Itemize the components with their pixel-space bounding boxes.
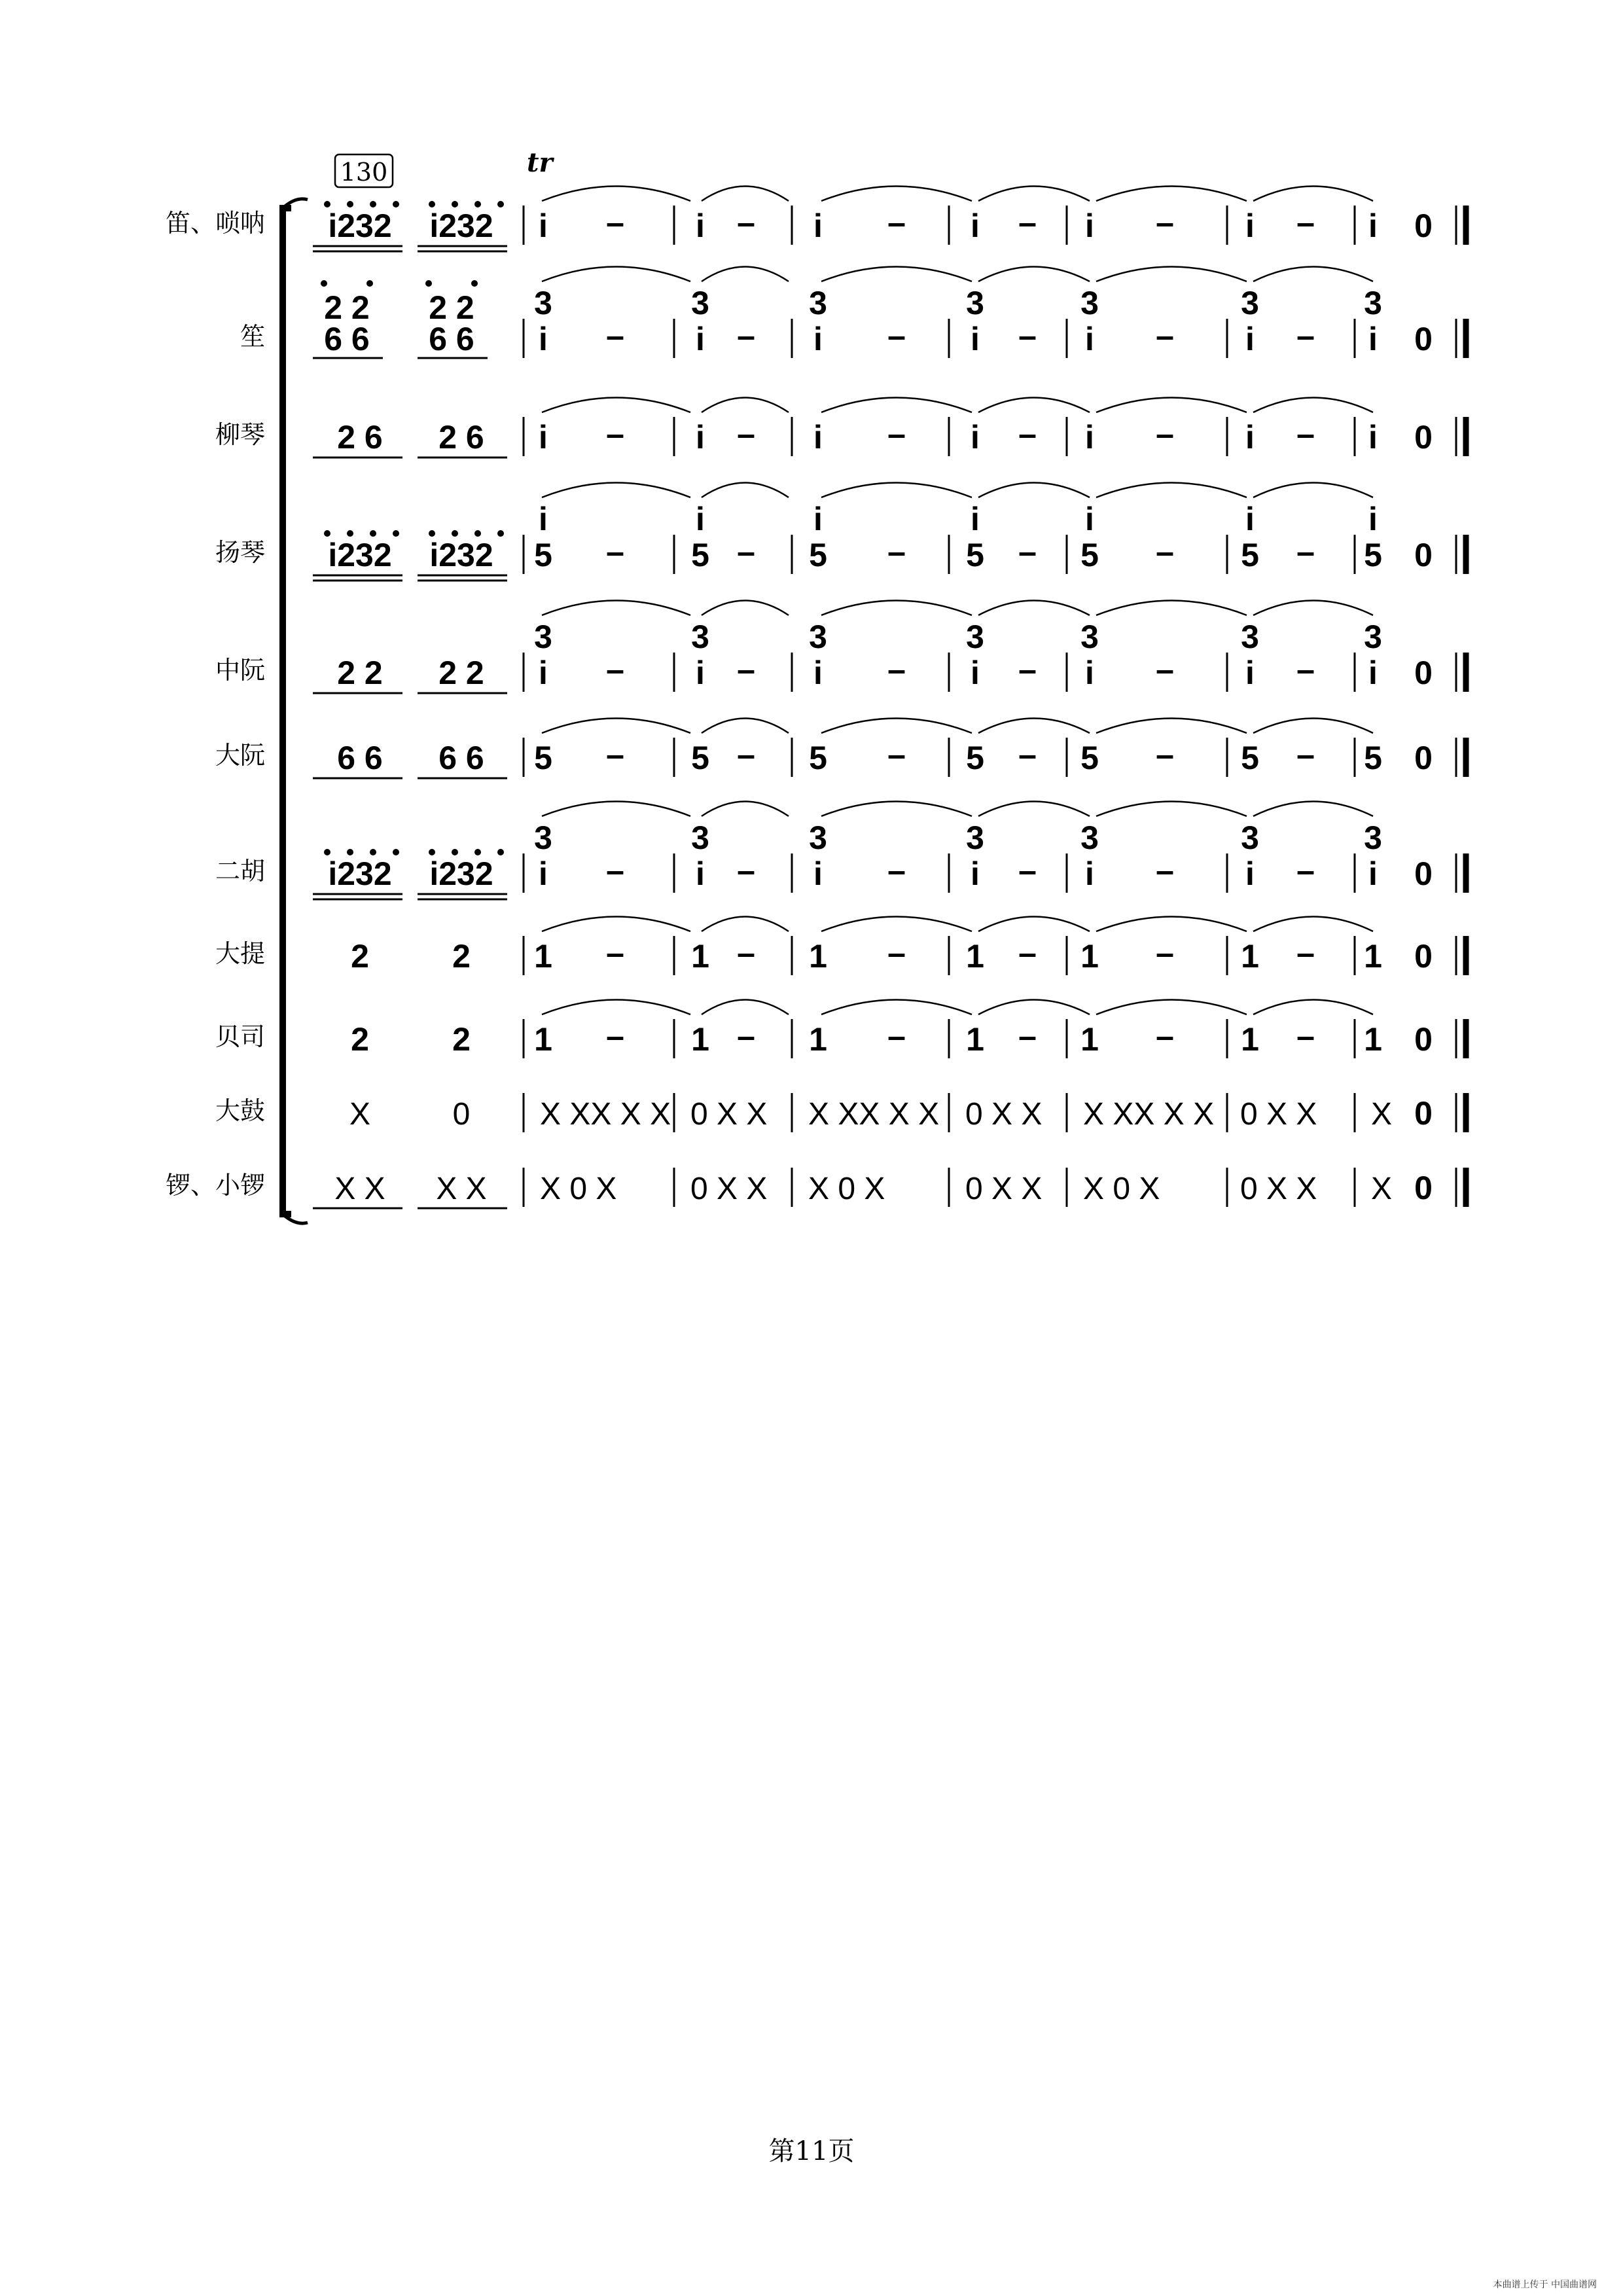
held-note: i bbox=[539, 419, 548, 456]
octave-dot bbox=[429, 201, 435, 207]
held-note: 1 bbox=[534, 1021, 552, 1058]
extension-dash: – bbox=[1156, 317, 1174, 354]
held-note-upper: 3 bbox=[1080, 619, 1099, 655]
held-note: 1 bbox=[534, 938, 552, 975]
slur bbox=[1253, 917, 1373, 932]
extension-dash: – bbox=[737, 651, 755, 688]
octave-dot bbox=[497, 201, 504, 207]
extension-dash: – bbox=[887, 651, 906, 688]
percussion-end: X bbox=[1371, 1097, 1393, 1132]
extension-dash: – bbox=[606, 1018, 624, 1054]
slur bbox=[821, 917, 972, 932]
slur bbox=[702, 917, 789, 932]
extension-dash: – bbox=[1296, 204, 1315, 241]
held-note-upper: 3 bbox=[966, 819, 984, 856]
final-note: 5 bbox=[1364, 537, 1382, 573]
held-note-upper: 3 bbox=[1080, 285, 1099, 321]
final-note: i bbox=[1368, 419, 1378, 456]
held-note: 5 bbox=[966, 740, 984, 776]
note-group: 2 bbox=[452, 1021, 471, 1058]
held-note: i bbox=[1245, 419, 1255, 456]
held-note: i bbox=[539, 207, 548, 244]
slur bbox=[702, 187, 789, 202]
extension-dash: – bbox=[887, 317, 906, 354]
extension-dash: – bbox=[887, 852, 906, 889]
extension-dash: – bbox=[606, 852, 624, 889]
octave-dot bbox=[471, 280, 478, 287]
note-group: i232 bbox=[429, 537, 493, 573]
slur bbox=[978, 267, 1090, 282]
held-note: i bbox=[696, 207, 705, 244]
slur bbox=[702, 719, 789, 734]
slur bbox=[821, 802, 972, 817]
extension-dash: – bbox=[1156, 935, 1174, 971]
note-upper: 2 2 bbox=[324, 289, 370, 326]
rest: 0 bbox=[1414, 1170, 1433, 1206]
held-note: i bbox=[696, 655, 705, 691]
rest: 0 bbox=[1414, 938, 1433, 975]
note-group: i232 bbox=[328, 537, 392, 573]
octave-dot bbox=[497, 849, 504, 855]
extension-dash: – bbox=[1156, 852, 1174, 889]
slur bbox=[542, 719, 690, 734]
percussion-pattern: X XX X X bbox=[808, 1097, 940, 1132]
held-note-upper: 3 bbox=[534, 619, 552, 655]
percussion-pattern: X 0 X bbox=[1083, 1172, 1160, 1206]
slur bbox=[1096, 483, 1247, 498]
held-note: i bbox=[1245, 655, 1255, 691]
extension-dash: – bbox=[1018, 533, 1037, 570]
extension-dash: – bbox=[606, 935, 624, 971]
final-note: 1 bbox=[1364, 1021, 1382, 1058]
held-note: 1 bbox=[966, 938, 984, 975]
final-note: 1 bbox=[1364, 938, 1382, 975]
slur bbox=[978, 187, 1090, 202]
held-note: i bbox=[813, 855, 823, 892]
held-note-upper: 3 bbox=[809, 819, 827, 856]
held-note: 1 bbox=[1080, 1021, 1099, 1058]
slur bbox=[542, 917, 690, 932]
slur bbox=[978, 917, 1090, 932]
slur bbox=[821, 1000, 972, 1015]
instrument-label: 中阮 bbox=[215, 656, 265, 685]
octave-dot bbox=[452, 201, 458, 207]
note-group: i232 bbox=[328, 855, 392, 892]
percussion-pattern: X 0 X bbox=[808, 1172, 885, 1206]
held-note-upper: 3 bbox=[1241, 285, 1259, 321]
extension-dash: – bbox=[1296, 317, 1315, 354]
held-note: 1 bbox=[1241, 1021, 1259, 1058]
slur bbox=[702, 1000, 789, 1015]
final-note-upper: 3 bbox=[1364, 619, 1382, 655]
octave-dot bbox=[366, 280, 373, 287]
held-note-upper: 3 bbox=[966, 285, 984, 321]
held-note: 5 bbox=[1080, 537, 1099, 573]
held-note-upper: 3 bbox=[534, 819, 552, 856]
instrument-label: 大阮 bbox=[215, 741, 265, 770]
extension-dash: – bbox=[1156, 204, 1174, 241]
octave-dot bbox=[347, 201, 353, 207]
extension-dash: – bbox=[1018, 852, 1037, 889]
extension-dash: – bbox=[737, 736, 755, 773]
octave-dot bbox=[425, 280, 432, 287]
note-group: i232 bbox=[328, 207, 392, 244]
extension-dash: – bbox=[887, 1018, 906, 1054]
slur bbox=[542, 601, 690, 616]
final-note: i bbox=[1368, 855, 1378, 892]
slur bbox=[1096, 1000, 1247, 1015]
held-note-upper: 3 bbox=[966, 619, 984, 655]
instrument-label: 大鼓 bbox=[215, 1096, 265, 1125]
held-note-upper: i bbox=[696, 501, 705, 537]
slur bbox=[1253, 398, 1373, 413]
percussion-end: X bbox=[1371, 1172, 1393, 1206]
slur bbox=[1253, 719, 1373, 734]
note-group: 2 bbox=[351, 1021, 369, 1058]
extension-dash: – bbox=[737, 204, 755, 241]
octave-dot bbox=[370, 201, 376, 207]
extension-dash: – bbox=[1018, 204, 1037, 241]
octave-dot bbox=[429, 849, 435, 855]
held-note-upper: i bbox=[971, 501, 980, 537]
held-note: 5 bbox=[534, 537, 552, 573]
slur bbox=[1253, 187, 1373, 202]
held-note-upper: 3 bbox=[691, 619, 709, 655]
slur bbox=[1096, 267, 1247, 282]
slur bbox=[542, 267, 690, 282]
slur bbox=[1096, 917, 1247, 932]
note-group: 6 6 bbox=[337, 740, 383, 776]
octave-dot bbox=[393, 849, 399, 855]
held-note-upper: i bbox=[1245, 501, 1255, 537]
held-note: i bbox=[971, 207, 980, 244]
held-note-upper: i bbox=[813, 501, 823, 537]
held-note: i bbox=[971, 855, 980, 892]
held-note-upper: i bbox=[539, 501, 548, 537]
final-note-upper: 3 bbox=[1364, 819, 1382, 856]
held-note: i bbox=[971, 321, 980, 357]
note-group: i232 bbox=[429, 855, 493, 892]
octave-dot bbox=[370, 530, 376, 537]
held-note: i bbox=[696, 419, 705, 456]
held-note: 1 bbox=[691, 938, 709, 975]
slur bbox=[1096, 719, 1247, 734]
held-note-upper: 3 bbox=[1080, 819, 1099, 856]
held-note: i bbox=[1245, 321, 1255, 357]
instrument-label: 二胡 bbox=[215, 857, 265, 886]
held-note-upper: 3 bbox=[1241, 819, 1259, 856]
slur bbox=[1253, 802, 1373, 817]
held-note: i bbox=[539, 321, 548, 357]
slur bbox=[1253, 267, 1373, 282]
slur bbox=[978, 398, 1090, 413]
instrument-label: 锣、小锣 bbox=[165, 1171, 265, 1200]
page-number: 第11页 bbox=[768, 2136, 855, 2166]
extension-dash: – bbox=[1018, 736, 1037, 773]
note-group: 2 2 bbox=[337, 655, 383, 691]
final-note-upper: i bbox=[1368, 501, 1378, 537]
percussion-pattern: 0 X X bbox=[690, 1097, 768, 1132]
slur bbox=[978, 802, 1090, 817]
note-group: X X bbox=[436, 1172, 487, 1206]
held-note: i bbox=[696, 321, 705, 357]
rest: 0 bbox=[1414, 419, 1433, 456]
extension-dash: – bbox=[606, 317, 624, 354]
instrument-label: 笙 bbox=[240, 322, 265, 351]
instrument-label: 大提 bbox=[215, 939, 265, 968]
slur bbox=[702, 802, 789, 817]
extension-dash: – bbox=[887, 935, 906, 971]
held-note: 1 bbox=[691, 1021, 709, 1058]
held-note-upper: i bbox=[1085, 501, 1094, 537]
extension-dash: – bbox=[606, 736, 624, 773]
slur bbox=[542, 187, 690, 202]
octave-dot bbox=[474, 201, 481, 207]
held-note: i bbox=[696, 855, 705, 892]
extension-dash: – bbox=[737, 317, 755, 354]
rest: 0 bbox=[1414, 321, 1433, 357]
octave-dot bbox=[474, 849, 481, 855]
extension-dash: – bbox=[1296, 533, 1315, 570]
extension-dash: – bbox=[1156, 533, 1174, 570]
percussion-pattern: 0 X X bbox=[1240, 1172, 1317, 1206]
slur bbox=[702, 483, 789, 498]
slur bbox=[702, 267, 789, 282]
extension-dash: – bbox=[1018, 1018, 1037, 1054]
note-group: X bbox=[349, 1097, 371, 1132]
held-note: 5 bbox=[1241, 740, 1259, 776]
rest: 0 bbox=[1414, 537, 1433, 573]
extension-dash: – bbox=[1296, 935, 1315, 971]
note-upper: 2 2 bbox=[429, 289, 474, 326]
held-note: 5 bbox=[809, 740, 827, 776]
held-note: 1 bbox=[1080, 938, 1099, 975]
slur bbox=[821, 483, 972, 498]
held-note: i bbox=[539, 855, 548, 892]
extension-dash: – bbox=[887, 533, 906, 570]
held-note: i bbox=[1085, 655, 1094, 691]
slur bbox=[821, 187, 972, 202]
slur bbox=[542, 398, 690, 413]
rest: 0 bbox=[1414, 655, 1433, 691]
final-note: i bbox=[1368, 207, 1378, 244]
extension-dash: – bbox=[1018, 416, 1037, 452]
final-note: 5 bbox=[1364, 740, 1382, 776]
held-note: i bbox=[1085, 207, 1094, 244]
slur bbox=[1253, 483, 1373, 498]
held-note: i bbox=[1245, 855, 1255, 892]
extension-dash: – bbox=[1296, 416, 1315, 452]
rest: 0 bbox=[1414, 207, 1433, 244]
held-note: 1 bbox=[809, 1021, 827, 1058]
percussion-pattern: X XX X X bbox=[540, 1097, 671, 1132]
slur bbox=[1096, 398, 1247, 413]
held-note: i bbox=[1245, 207, 1255, 244]
note-group: 2 2 bbox=[438, 655, 484, 691]
held-note: 1 bbox=[809, 938, 827, 975]
extension-dash: – bbox=[737, 416, 755, 452]
slur bbox=[702, 398, 789, 413]
slur bbox=[978, 601, 1090, 616]
held-note: i bbox=[813, 419, 823, 456]
held-note: 5 bbox=[966, 537, 984, 573]
slur bbox=[542, 802, 690, 817]
extension-dash: – bbox=[1296, 651, 1315, 688]
held-note: 5 bbox=[1080, 740, 1099, 776]
percussion-pattern: 0 X X bbox=[965, 1172, 1043, 1206]
extension-dash: – bbox=[1018, 935, 1037, 971]
held-note: i bbox=[1085, 321, 1094, 357]
bracket-hook-top bbox=[283, 199, 308, 208]
held-note-upper: 3 bbox=[809, 285, 827, 321]
slur bbox=[978, 719, 1090, 734]
final-note-upper: 3 bbox=[1364, 285, 1382, 321]
note-group: 2 bbox=[452, 938, 471, 975]
extension-dash: – bbox=[1156, 1018, 1174, 1054]
octave-dot bbox=[393, 201, 399, 207]
rehearsal-mark: 130 bbox=[340, 158, 388, 187]
held-note: i bbox=[1085, 855, 1094, 892]
extension-dash: – bbox=[1018, 317, 1037, 354]
extension-dash: – bbox=[606, 533, 624, 570]
slur bbox=[1096, 601, 1247, 616]
extension-dash: – bbox=[887, 736, 906, 773]
extension-dash: – bbox=[737, 1018, 755, 1054]
rest: 0 bbox=[1414, 1095, 1433, 1132]
percussion-pattern: 0 X X bbox=[965, 1097, 1043, 1132]
extension-dash: – bbox=[1296, 736, 1315, 773]
slur bbox=[821, 267, 972, 282]
held-note-upper: 3 bbox=[809, 619, 827, 655]
note-group: 2 bbox=[351, 938, 369, 975]
final-note: i bbox=[1368, 321, 1378, 357]
octave-dot bbox=[321, 280, 327, 287]
held-note: 5 bbox=[809, 537, 827, 573]
slur bbox=[821, 398, 972, 413]
held-note: i bbox=[971, 655, 980, 691]
extension-dash: – bbox=[737, 935, 755, 971]
slur bbox=[821, 719, 972, 734]
extension-dash: – bbox=[1296, 1018, 1315, 1054]
rest: 0 bbox=[1414, 855, 1433, 892]
note-group: X X bbox=[334, 1172, 385, 1206]
note-lower: 6 6 bbox=[324, 321, 370, 357]
held-note-upper: 3 bbox=[691, 819, 709, 856]
held-note: 1 bbox=[966, 1021, 984, 1058]
note-group: 2 6 bbox=[438, 419, 484, 456]
note-group: 2 6 bbox=[337, 419, 383, 456]
percussion-pattern: X XX X X bbox=[1083, 1097, 1215, 1132]
instrument-label: 扬琴 bbox=[215, 538, 265, 567]
octave-dot bbox=[474, 530, 481, 537]
slur bbox=[821, 601, 972, 616]
extension-dash: – bbox=[1156, 416, 1174, 452]
held-note: 5 bbox=[534, 740, 552, 776]
octave-dot bbox=[497, 530, 504, 537]
extension-dash: – bbox=[737, 533, 755, 570]
note-group: 6 6 bbox=[438, 740, 484, 776]
octave-dot bbox=[452, 530, 458, 537]
final-note: i bbox=[1368, 655, 1378, 691]
extension-dash: – bbox=[737, 852, 755, 889]
percussion-pattern: 0 X X bbox=[690, 1172, 768, 1206]
held-note: i bbox=[813, 207, 823, 244]
extension-dash: – bbox=[606, 204, 624, 241]
held-note: 5 bbox=[1241, 537, 1259, 573]
extension-dash: – bbox=[606, 416, 624, 452]
octave-dot bbox=[370, 849, 376, 855]
rest: 0 bbox=[1414, 1021, 1433, 1058]
held-note: i bbox=[813, 655, 823, 691]
held-note: i bbox=[1085, 419, 1094, 456]
trill-mark: tr bbox=[527, 147, 553, 178]
octave-dot bbox=[452, 849, 458, 855]
instrument-label: 贝司 bbox=[215, 1022, 265, 1051]
held-note: i bbox=[971, 419, 980, 456]
octave-dot bbox=[393, 530, 399, 537]
extension-dash: – bbox=[1156, 651, 1174, 688]
extension-dash: – bbox=[1156, 736, 1174, 773]
octave-dot bbox=[324, 849, 330, 855]
slur bbox=[1096, 187, 1247, 202]
slur bbox=[978, 483, 1090, 498]
octave-dot bbox=[324, 201, 330, 207]
octave-dot bbox=[347, 530, 353, 537]
bracket-hook-bottom bbox=[283, 1214, 308, 1223]
system-bracket bbox=[283, 208, 291, 1214]
instrument-label: 笛、唢呐 bbox=[165, 209, 265, 238]
slur bbox=[978, 1000, 1090, 1015]
held-note: i bbox=[813, 321, 823, 357]
held-note: i bbox=[539, 655, 548, 691]
held-note-upper: 3 bbox=[534, 285, 552, 321]
instrument-label: 柳琴 bbox=[215, 420, 265, 449]
held-note: 5 bbox=[691, 537, 709, 573]
slur bbox=[1253, 601, 1373, 616]
note-group: i232 bbox=[429, 207, 493, 244]
held-note: 5 bbox=[691, 740, 709, 776]
slur bbox=[702, 601, 789, 616]
note-group: 0 bbox=[452, 1097, 471, 1132]
extension-dash: – bbox=[887, 416, 906, 452]
extension-dash: – bbox=[1296, 852, 1315, 889]
extension-dash: – bbox=[887, 204, 906, 241]
slur bbox=[542, 483, 690, 498]
held-note: 1 bbox=[1241, 938, 1259, 975]
slur bbox=[1253, 1000, 1373, 1015]
octave-dot bbox=[347, 849, 353, 855]
rest: 0 bbox=[1414, 740, 1433, 776]
note-lower: 6 6 bbox=[429, 321, 474, 357]
extension-dash: – bbox=[1018, 651, 1037, 688]
octave-dot bbox=[429, 530, 435, 537]
extension-dash: – bbox=[606, 651, 624, 688]
percussion-pattern: 0 X X bbox=[1240, 1097, 1317, 1132]
octave-dot bbox=[324, 530, 330, 537]
slur bbox=[542, 1000, 690, 1015]
footer-credit: 本曲谱上传于 中国曲谱网 bbox=[1493, 2280, 1597, 2290]
held-note-upper: 3 bbox=[1241, 619, 1259, 655]
slur bbox=[1096, 802, 1247, 817]
percussion-pattern: X 0 X bbox=[540, 1172, 617, 1206]
held-note-upper: 3 bbox=[691, 285, 709, 321]
